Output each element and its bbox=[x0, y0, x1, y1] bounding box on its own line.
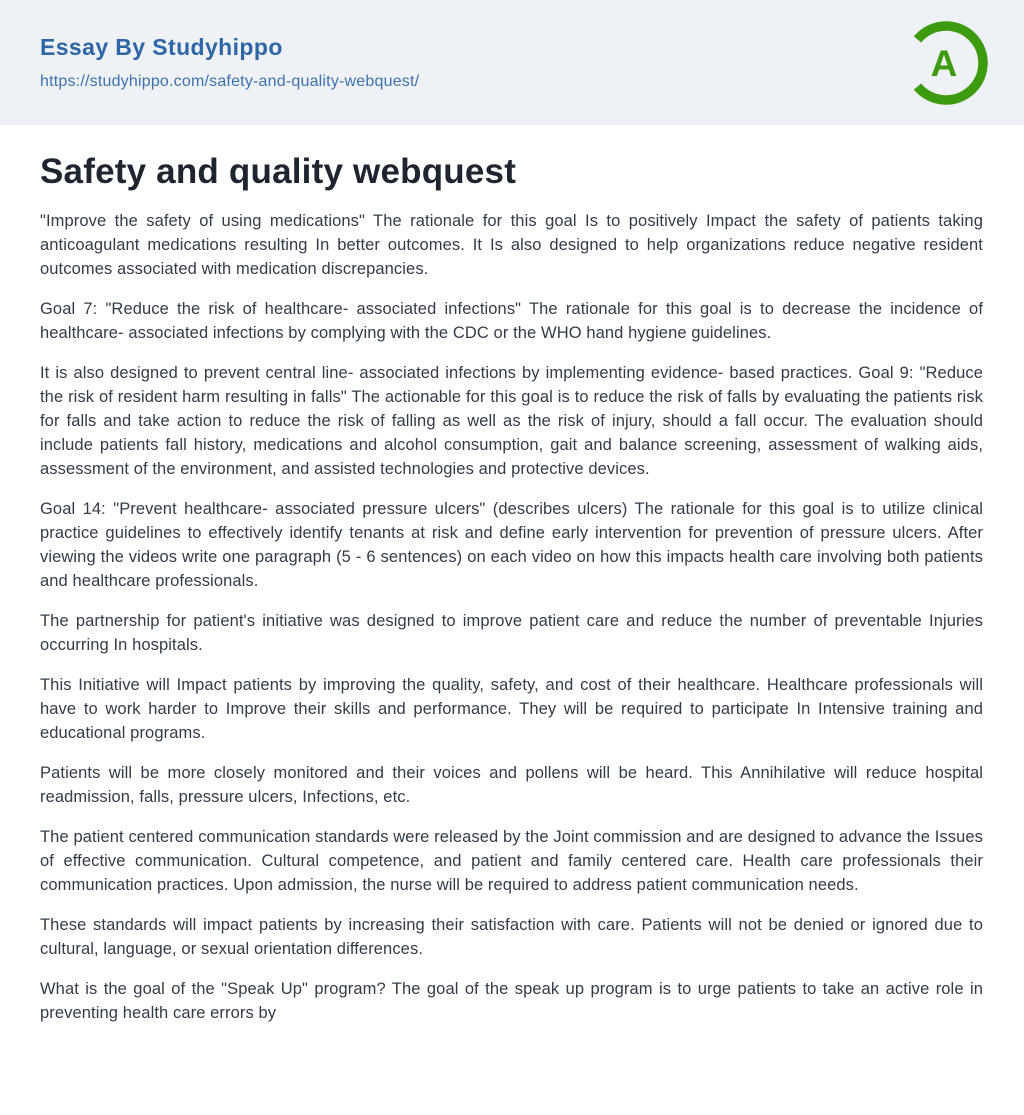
essay-url-link[interactable]: https://studyhippo.com/safety-and-quality-webquest/ bbox=[40, 73, 420, 90]
site-title: Essay By Studyhippo bbox=[40, 34, 283, 60]
essay-paragraph: The partnership for patient's initiative was designed to improve patient care and reduce the number of preventable Injuries occurring In hospitals. bbox=[40, 612, 983, 654]
essay-paragraph: It is also designed to prevent central line- associated infections by implementing evidence- based practices. Goal 9: "Reduce the risk of resident harm resulting in falls" The actionable for this goal is to reduce the risk of falls by evaluating the patients risk for falls and take action to reduce the risk of falling as well as the risk of injury, should a fall occur. The evaluation should include patients fall history, medications and alcohol consumption, gait and balance screening, assessment of walking aids, assessment of the environment, and assisted technologies and protective devices. bbox=[40, 364, 983, 478]
essay-paragraph: Patients will be more closely monitored and their voices and pollens will be heard. This Annihilative will reduce hospital readmission, falls, pressure ulcers, Infections, etc. bbox=[40, 764, 983, 806]
essay-content bbox=[0, 151, 1024, 1025]
logo-letter: A bbox=[930, 42, 958, 84]
essay-paragraph: This Initiative will Impact patients by improving the quality, safety, and cost of their healthcare. Healthcare professionals will have to work harder to Improve their skills and performance. They will be required to participate In Intensive training and educational programs. bbox=[40, 676, 983, 742]
essay-title: Safety and quality webquest bbox=[40, 152, 517, 191]
page-header bbox=[0, 0, 1024, 125]
essay-paragraph: Goal 7: "Reduce the risk of healthcare- associated infections" The rationale for this goal is to decrease the incidence of healthcare- associated infections by complying with the CDC or the WHO hand hygiene guidelines. bbox=[40, 300, 983, 342]
essay-paragraph: What is the goal of the "Speak Up" program? The goal of the speak up program is to urge patients to take an active role in preventing health care errors by bbox=[40, 980, 983, 1022]
header-text-block bbox=[40, 34, 419, 91]
essay-paragraph: Goal 14: "Prevent healthcare- associated pressure ulcers" (describes ulcers) The rationale for this goal is to utilize clinical practice guidelines to effectively identify tenants at risk and define early intervention for prevention of pressure ulcers. After viewing the videos write one paragraph (5 - 6 sentences) on each video on how this impacts health care involving both patients and healthcare professionals. bbox=[40, 500, 983, 590]
essay-paragraph: "Improve the safety of using medications" The rationale for this goal Is to positively Impact the safety of patients taking anticoagulant medications resulting In better outcomes. It Is also designed to help organizations reduce negative resident outcomes associated with medication discrepancies. bbox=[40, 212, 983, 278]
studyhippo-logo[interactable] bbox=[904, 21, 988, 105]
essay-paragraph: These standards will impact patients by increasing their satisfaction with care. Patients will not be denied or ignored due to cultural, language, or sexual orientation differences. bbox=[40, 916, 983, 958]
logo-ring-icon bbox=[904, 21, 988, 105]
essay-paragraph: The patient centered communication standards were released by the Joint commission and are designed to advance the Issues of effective communication. Cultural competence, and patient and family centered care. Health care professionals their communication practices. Upon admission, the nurse will be required to address patient communication needs. bbox=[40, 828, 983, 894]
